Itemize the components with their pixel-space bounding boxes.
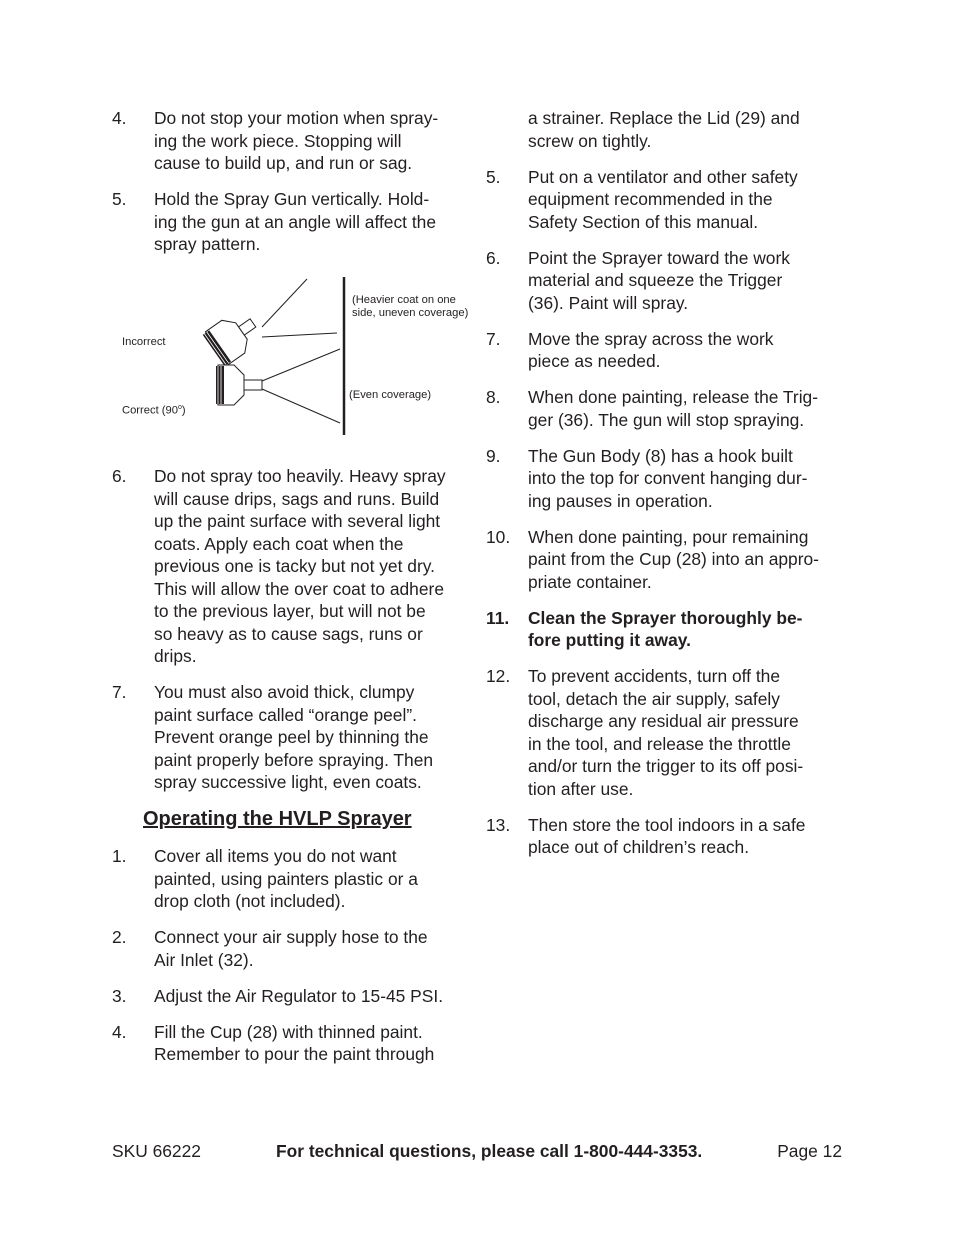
item-text: Do not spray too heavily. Heavy spray will cause drips, sags and runs. Build up the paint surface with several light coats. Apply each coat when the previous one is tacky but not yet dry. This will allow the over coat to adhere to the previous layer, but will not be so heavy as to cause sags, runs or drips. — [154, 466, 446, 666]
item-number: 8. — [486, 387, 501, 407]
item-number: 9. — [486, 445, 501, 466]
item-text: Clean the Sprayer thoroughly be- fore putting it away. — [528, 607, 803, 650]
incorrect-label: Incorrect — [122, 336, 166, 348]
item-number: 10. — [486, 526, 511, 547]
list-item — [112, 926, 472, 971]
item-text: To prevent accidents, turn off the tool, detach the air supply, safely discharge any residual air pressure in the tool, and release the throttle and/or turn the trigger to its off posi- tion after use. — [528, 666, 804, 799]
item-text: When done painting, pour remaining paint from the Cup (28) into an appro- priate container. — [528, 526, 819, 592]
list-item — [486, 328, 848, 373]
list-item — [486, 445, 848, 513]
list-item-emphasis — [486, 607, 848, 652]
item-text: The Gun Body (8) has a hook built into the top for convent hanging dur- ing pauses in operation. — [528, 445, 808, 511]
left-column — [112, 107, 472, 1079]
item-number: 7. — [112, 682, 127, 702]
correct-label-text: Correct (90 — [122, 404, 178, 417]
page-number: Page 12 — [777, 1141, 842, 1161]
item-number: 11. — [486, 607, 510, 628]
item-text: Adjust the Air Regulator to 15-45 PSI. — [154, 985, 444, 1006]
item-text: Point the Sprayer toward the work material and squeeze the Trigger (36). Paint will spray. — [528, 247, 790, 313]
list-item — [486, 665, 848, 800]
item-number: 5. — [112, 189, 127, 209]
item-text: You must also avoid thick, clumpy paint surface called “orange peel”. Prevent orange peel by thinning the paint properly before spraying. Then spray successive light, even coats. — [154, 682, 434, 792]
technical-contact: For technical questions, please call 1-800-444-3353. — [276, 1141, 703, 1161]
correct-gun-icon — [216, 365, 262, 405]
item-number: 4. — [112, 108, 127, 128]
list-item — [486, 166, 848, 234]
item-text: When done painting, release the Trig- ger (36). The gun will stop spraying. — [528, 387, 819, 430]
item-text: Put on a ventilator and other safety equipment recommended in the Safety Section of this manual. — [528, 166, 798, 232]
item-text: Connect your air supply hose to the Air Inlet (32). — [154, 927, 428, 970]
item-number: 6. — [486, 247, 501, 268]
incorrect-spray-upper — [262, 279, 307, 327]
incorrect-gun-icon — [202, 307, 264, 367]
item-number: 3. — [112, 985, 127, 1006]
list-item — [486, 386, 848, 431]
item-number: 1. — [112, 846, 127, 866]
item-text: Cover all items you do not want painted, using painters plastic or a drop cloth (not included). — [154, 846, 418, 911]
list-item — [486, 247, 848, 315]
list-item — [486, 526, 848, 594]
item-number: 7. — [486, 328, 501, 349]
item-text: Fill the Cup (28) with thinned paint. Remember to pour the paint through — [154, 1021, 435, 1064]
correct-label — [122, 401, 186, 418]
correct-label-end: ) — [181, 404, 186, 417]
list-item — [112, 1021, 472, 1066]
section-title: Operating the HVLP Sprayer — [143, 808, 412, 830]
item-number: 2. — [112, 927, 127, 947]
degree-sign: o — [177, 404, 182, 411]
list-item — [112, 985, 472, 1008]
even-coverage-label: (Even coverage) — [349, 389, 432, 401]
correct-spray-upper — [262, 349, 340, 381]
sku-label: SKU 66222 — [112, 1141, 201, 1161]
correct-spray-lower — [262, 389, 340, 423]
item-text: Do not stop your motion when spray- ing the work piece. Stopping will cause to build up, and run or sag. — [154, 108, 439, 173]
list-item — [112, 107, 472, 175]
list-item — [486, 814, 848, 859]
heavier-coat-label: (Heavier coat on one side, uneven coverage) — [352, 294, 469, 319]
item-number: 5. — [486, 166, 501, 187]
item-number: 12. — [486, 666, 511, 686]
item-text: Hold the Spray Gun vertically. Hold- ing the gun at an angle will affect the spray pattern. — [154, 189, 436, 254]
list-item — [112, 465, 472, 668]
list-item — [112, 845, 472, 913]
item-number: 13. — [486, 814, 511, 835]
item-text: Move the spray across the work piece as needed. — [528, 328, 774, 371]
list-item — [112, 188, 472, 256]
item-text: Then store the tool indoors in a safe place out of children’s reach. — [528, 814, 806, 857]
right-column — [486, 107, 848, 872]
item-number: 4. — [112, 1021, 127, 1042]
continued-text: a strainer. Replace the Lid (29) and screw on tightly. — [528, 108, 800, 151]
incorrect-spray-lower — [262, 333, 337, 337]
spray-angle-diagram — [112, 269, 472, 439]
item-number: 6. — [112, 466, 127, 486]
list-item — [112, 681, 472, 794]
